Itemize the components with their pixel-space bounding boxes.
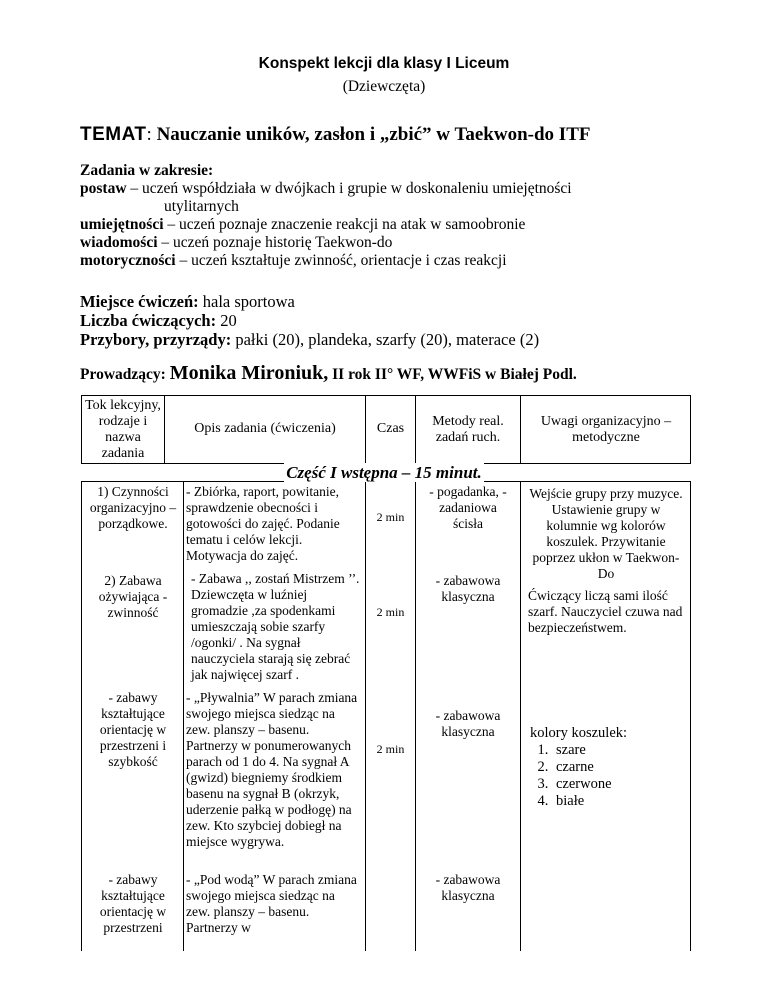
count-line: Liczba ćwiczących: 20 bbox=[80, 311, 237, 330]
row-task-name: 1) Czynności organizacyjno – porządkowe. bbox=[89, 484, 177, 531]
document-title: Konspekt lekcji dla klasy I Liceum bbox=[258, 55, 510, 72]
header-description: Opis zadania (ćwiczenia) bbox=[194, 421, 336, 436]
row-task-description: - Zbiórka, raport, powitanie, sprawdzenie obecności i gotowości do zajęć. Podanie tematu i celów lekcji. Motywacja do zajęć. bbox=[186, 484, 340, 563]
lesson-info bbox=[80, 292, 539, 349]
teacher-name: Monika Mironiuk, bbox=[169, 362, 329, 384]
list-item: 2. czarne bbox=[552, 759, 686, 776]
header-time: Czas bbox=[376, 421, 405, 436]
list-item: 3. czerwone bbox=[552, 776, 686, 793]
row-task-method: - pogadanka, - zadaniowa ścisła bbox=[429, 484, 507, 531]
table-line bbox=[81, 395, 691, 396]
row-task-notes bbox=[530, 725, 686, 810]
row-task-notes: Ćwiczący liczą sami ilość szarf. Nauczyciel czuwa nad bezpieczeństwem. bbox=[528, 588, 683, 635]
row-task-description: - Zabawa ,, zostań Mistrzem ’’. Dziewczęta w luźniej gromadzie ,za spodenkami umieszczają sobie szarfy /ogonki/ . Na sygnał nauczyciela starają się zebrać jak najwięcej szarf . bbox=[191, 571, 360, 682]
topic-text: Nauczanie uników, zasłon i „zbić” w Taekwon-do ITF bbox=[151, 124, 591, 145]
table-line bbox=[690, 481, 691, 951]
header-lesson-course: Tok lekcyjny, rodzaje i nazwa zadania bbox=[85, 398, 161, 461]
row-task-name: - zabawy kształtujące orientację w przestrzeni i szybkość bbox=[99, 690, 167, 769]
table-line bbox=[520, 481, 521, 951]
table-line bbox=[520, 395, 521, 464]
row-task-notes: Wejście grupy przy muzyce. Ustawienie grupy w kolumnie wg kolorów koszulek. Przywitanie poprzez ukłon w Taekwon-Do bbox=[529, 486, 683, 581]
task-item-continuation: utylitarnych bbox=[164, 198, 239, 215]
teacher-label: Prowadzący: bbox=[80, 366, 170, 383]
row-task-time: 2 min bbox=[376, 605, 405, 619]
colors-title: kolory koszulek: bbox=[530, 725, 628, 741]
table-line bbox=[415, 481, 416, 951]
table-line bbox=[690, 395, 691, 464]
row-task-method: - zabawowa klasyczna bbox=[435, 708, 501, 739]
topic-line: TEMAT: Nauczanie uników, zasłon i „zbić” w Taekwon-do ITF bbox=[80, 124, 591, 145]
document-subtitle: (Dziewczęta) bbox=[342, 78, 426, 95]
topic-label: TEMAT bbox=[80, 124, 147, 145]
task-item: motoryczności – uczeń kształtuje zwinność, orientacje i czas reakcji bbox=[80, 252, 507, 269]
table-line bbox=[81, 395, 82, 464]
tasks-heading: Zadania w zakresie: bbox=[80, 162, 214, 179]
row-task-name: 2) Zabawa ożywiająca - zwinność bbox=[98, 573, 168, 620]
table-line bbox=[164, 395, 165, 464]
table-line bbox=[365, 481, 366, 951]
table-line bbox=[81, 481, 82, 951]
row-task-description: - „Pod wodą” W parach zmiana swojego miejsca siedząc na zew. planszy – basenu. Partnerzy w bbox=[186, 872, 357, 935]
list-item: 1. szare bbox=[552, 742, 686, 759]
section-heading: Część I wstępna – 15 minut. bbox=[286, 463, 482, 482]
colors-list bbox=[530, 742, 686, 810]
table-line bbox=[183, 481, 184, 951]
row-task-time: 2 min bbox=[376, 510, 405, 524]
tasks-section bbox=[80, 162, 572, 270]
teacher-line bbox=[80, 362, 577, 385]
row-task-method: - zabawowa klasyczna bbox=[435, 573, 501, 604]
equipment-line: Przybory, przyrządy: pałki (20), plandeka, szarfy (20), materace (2) bbox=[80, 330, 540, 349]
row-task-description: - „Pływalnia” W parach zmiana swojego miejsca siedząc na zew. planszy – basenu. Partnerzy w ponumerowanych parach od 1 do 4. Na sygnał A (gwizd) biegniemy środkiem basenu na sygnał B (okrzyk, uderzenie pałką w podłogę) na zew. Kto szybciej dobiegł na miejsce wygrywa. bbox=[186, 690, 358, 849]
row-task-name: - zabawy kształtujące orientację w przestrzeni bbox=[99, 872, 167, 935]
list-item: 4. białe bbox=[552, 793, 686, 810]
place-line: Miejsce ćwiczeń: hala sportowa bbox=[80, 292, 295, 311]
row-task-time: 2 min bbox=[376, 742, 405, 756]
task-item: umiejętności – uczeń poznaje znaczenie reakcji na atak w samoobronie bbox=[80, 216, 526, 233]
header-notes: Uwagi organizacyjno – metodyczne bbox=[540, 414, 672, 445]
teacher-details: II rok II° WF, WWFiS w Białej Podl. bbox=[328, 366, 577, 383]
table-line bbox=[415, 395, 416, 464]
header-methods: Metody real. zadań ruch. bbox=[432, 414, 504, 445]
task-item: wiadomości – uczeń poznaje historię Taekwon-do bbox=[80, 234, 393, 251]
task-item: postaw – uczeń współdziała w dwójkach i grupie w doskonaleniu umiejętności bbox=[80, 180, 572, 197]
row-task-method: - zabawowa klasyczna bbox=[435, 872, 501, 903]
